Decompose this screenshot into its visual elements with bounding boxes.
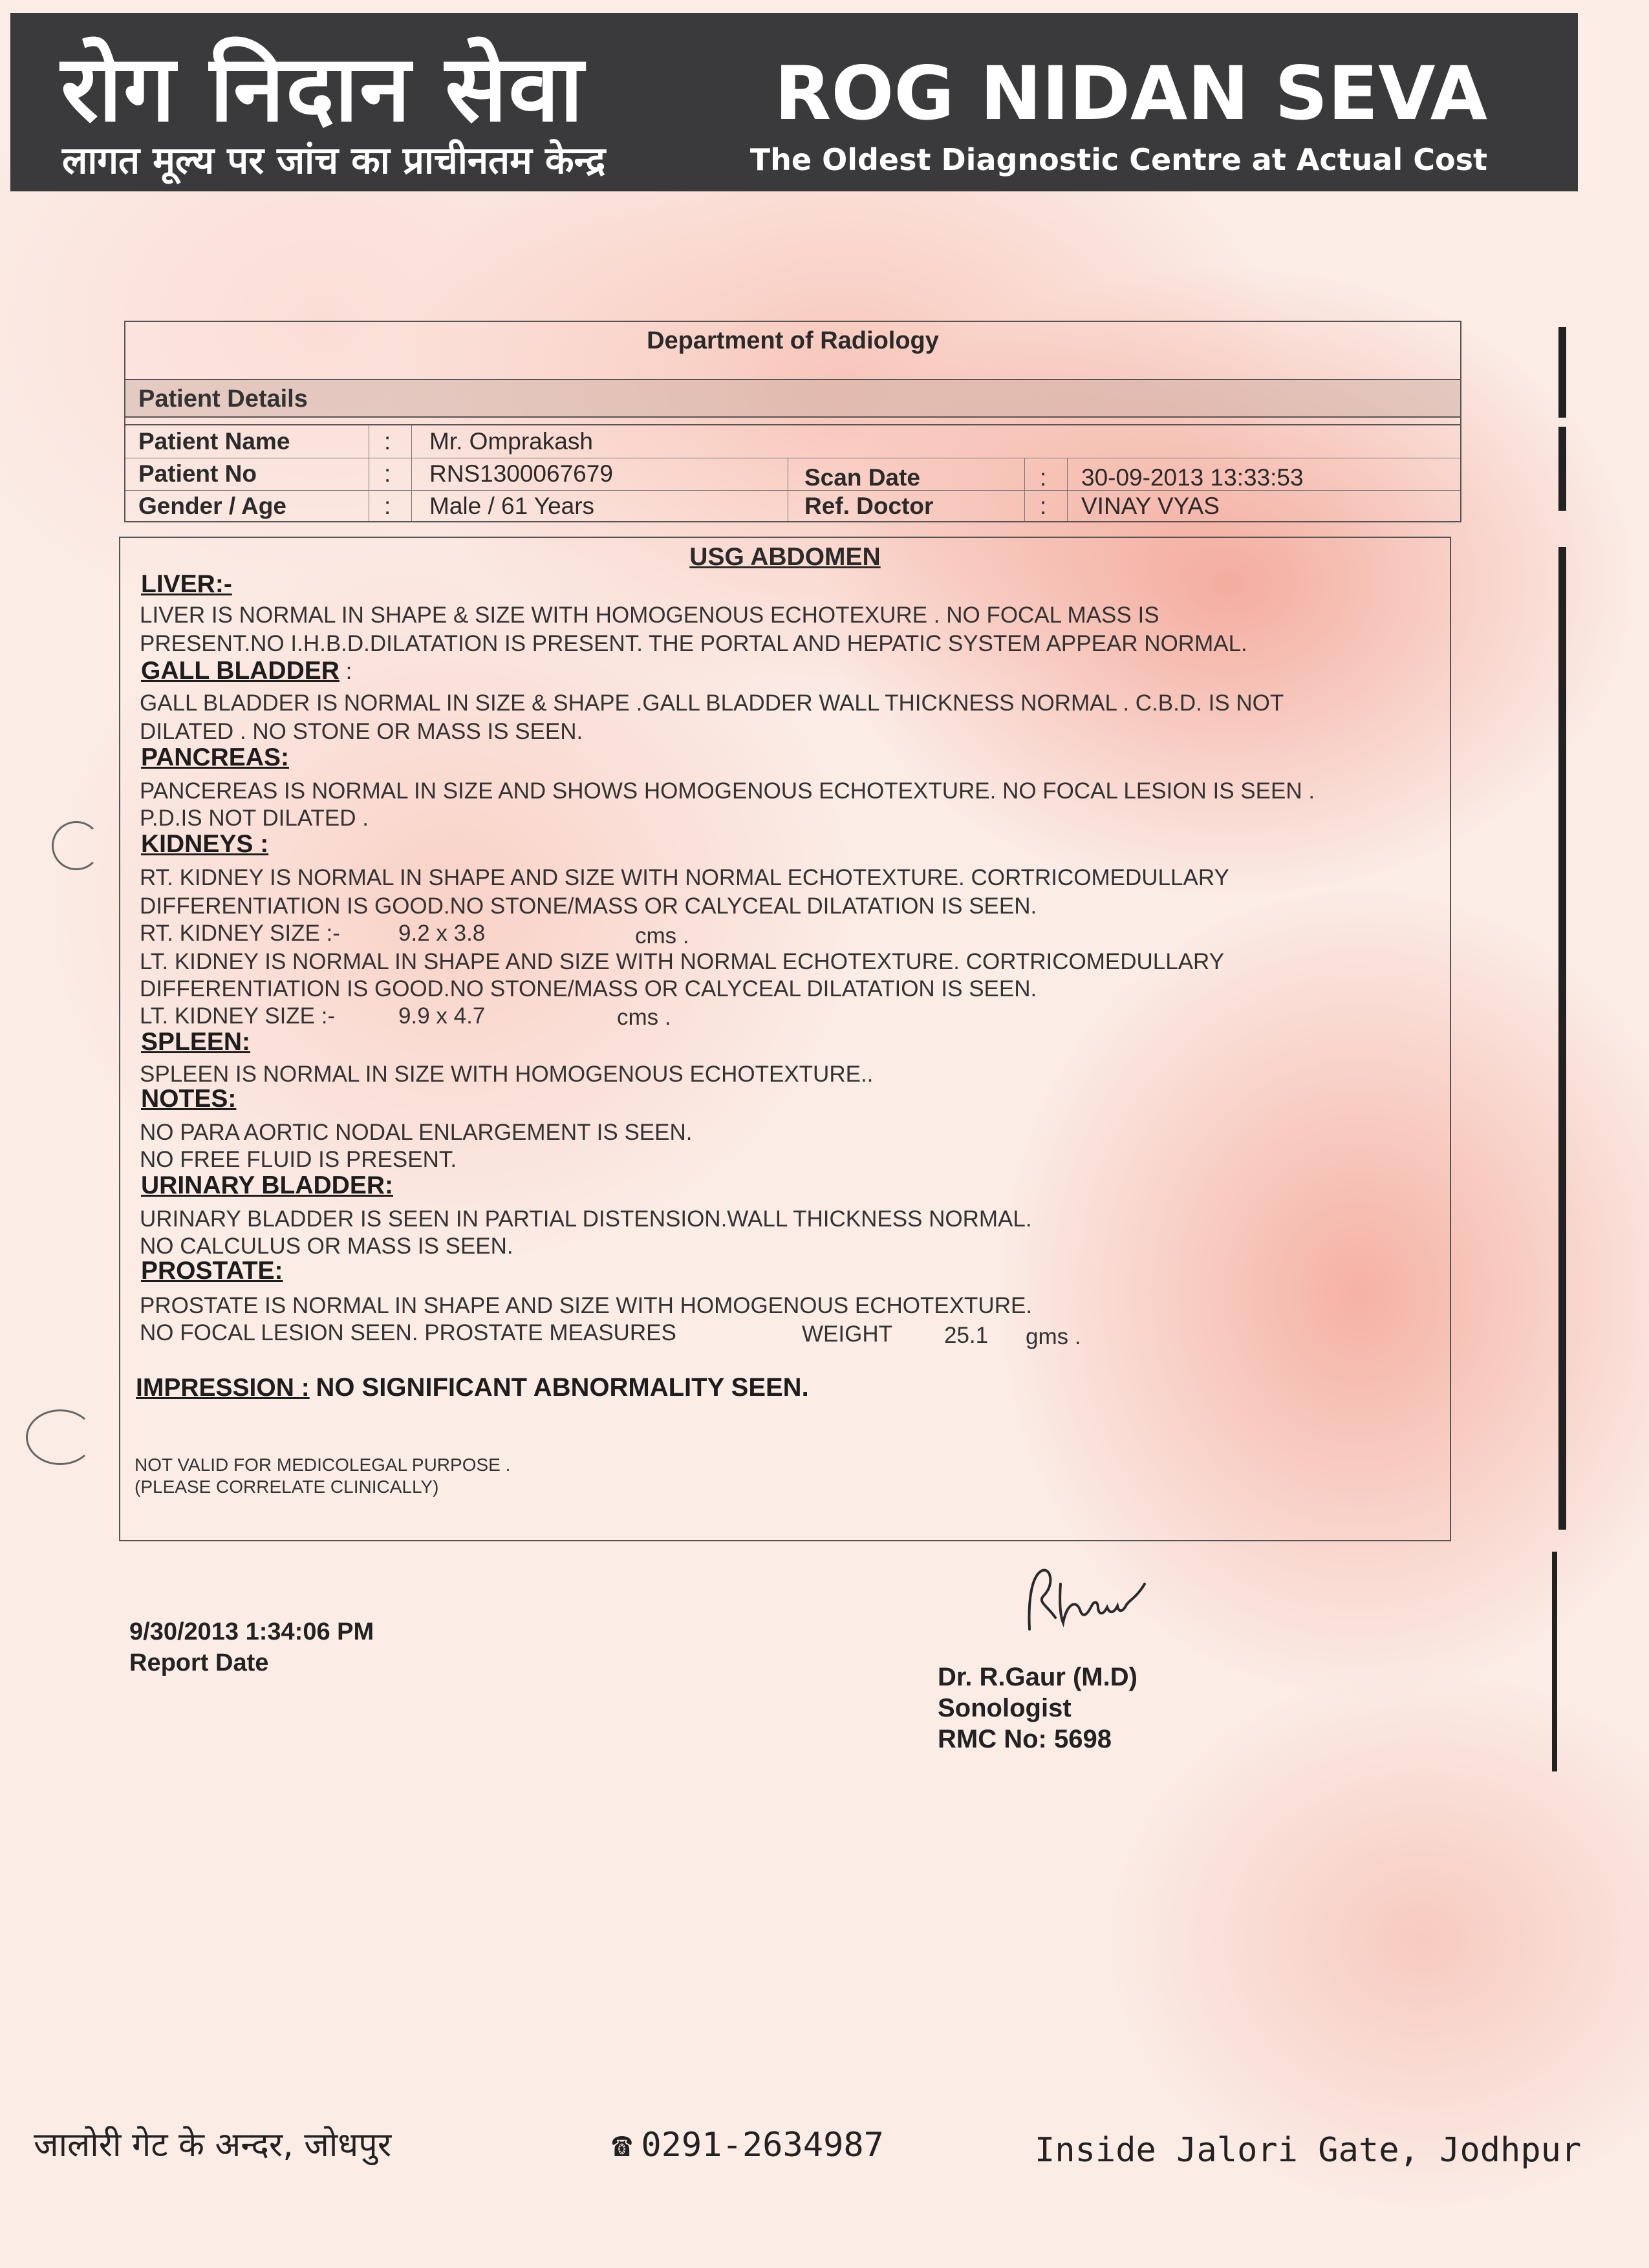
scan-edge-mark: [1558, 327, 1566, 418]
report-box: [119, 537, 1451, 1541]
prostate-weight-label: WEIGHT: [802, 1321, 892, 1347]
doctor-name: Dr. R.Gaur (M.D): [938, 1663, 1137, 1691]
hindi-title: रोग निदान सेवा: [61, 35, 585, 142]
patient-no-value: RNS1300067679: [429, 460, 613, 487]
punch-hole-mark: [52, 821, 101, 870]
gender-age-label: Gender / Age: [138, 493, 286, 519]
disclaimer-line: (PLEASE CORRELATE CLINICALLY): [135, 1477, 439, 1497]
report-date-block: [129, 1616, 374, 1678]
signature-icon: [1022, 1558, 1164, 1642]
signature: [1022, 1558, 1164, 1645]
scan-date-value: 30-09-2013 13:33:53: [1081, 464, 1304, 491]
rt-kidney-size-unit: cms .: [635, 923, 689, 948]
patient-name-value: Mr. Omprakash: [429, 428, 593, 455]
ref-doctor-value: VINAY VYAS: [1081, 493, 1220, 519]
report-line: NO FREE FLUID IS PRESENT.: [140, 1147, 457, 1172]
gender-age-value: Male / 61 Years: [429, 493, 595, 519]
report-line: RT. KIDNEY IS NORMAL IN SHAPE AND SIZE WITH NORMAL ECHOTEXTURE. CORTRICOMEDULLARY: [140, 865, 1229, 890]
impression-line: [136, 1373, 809, 1402]
report-line: NO FOCAL LESION SEEN. PROSTATE MEASURES: [140, 1320, 676, 1345]
report-line: P.D.IS NOT DILATED .: [140, 806, 369, 831]
gall-bladder-heading: GALL BLADDER: [141, 657, 339, 685]
gender-age-row: [125, 490, 1460, 522]
report-date-label: Report Date: [129, 1649, 269, 1676]
colon: :: [384, 460, 391, 487]
patient-details-label: Patient Details: [138, 385, 308, 412]
english-subtitle: The Oldest Diagnostic Centre at Actual Cost: [749, 142, 1487, 177]
report-line: PROSTATE IS NORMAL IN SHAPE AND SIZE WITH HOMOGENOUS ECHOTEXTURE.: [140, 1293, 1033, 1318]
report-line: DIFFERENTIATION IS GOOD.NO STONE/MASS OR CALYCEAL DILATATION IS SEEN.: [140, 893, 1037, 919]
report-title: USG ABDOMEN: [689, 543, 881, 571]
rt-kidney-size-value: 9.2 x 3.8: [398, 921, 486, 946]
patient-no-label: Patient No: [138, 460, 257, 487]
punch-hole-mark: [26, 1409, 94, 1465]
doctor-block: [938, 1662, 1137, 1755]
patient-no-row: [125, 458, 1460, 491]
prostate-weight-unit: gms .: [1026, 1324, 1081, 1349]
colon: :: [1040, 493, 1047, 519]
phone-icon: ☎: [612, 2126, 632, 2165]
patient-grid: [125, 424, 1460, 521]
colon: :: [384, 428, 391, 455]
lt-kidney-size-unit: cms .: [617, 1005, 671, 1030]
report-line: DIFFERENTIATION IS GOOD.NO STONE/MASS OR CALYCEAL DILATATION IS SEEN.: [140, 976, 1037, 1001]
ref-doctor-label: Ref. Doctor: [804, 493, 934, 519]
kidneys-heading: KIDNEYS :: [141, 830, 269, 858]
urinary-bladder-heading: URINARY BLADDER:: [141, 1171, 393, 1199]
gall-bladder-heading-line: [141, 657, 352, 685]
lt-kidney-size-label: LT. KIDNEY SIZE :-: [140, 1003, 336, 1029]
report-line: PANCEREAS IS NORMAL IN SIZE AND SHOWS HOMOGENOUS ECHOTEXTURE. NO FOCAL LESION IS SEEN .: [140, 778, 1315, 804]
department-title: Department of Radiology: [647, 327, 939, 354]
disclaimer-line: NOT VALID FOR MEDICOLEGAL PURPOSE .: [135, 1455, 511, 1475]
notes-heading: NOTES:: [141, 1085, 237, 1113]
footer-address: Inside Jalori Gate, Jodhpur: [1035, 2131, 1582, 2170]
report-line: GALL BLADDER IS NORMAL IN SIZE & SHAPE .GALL BLADDER WALL THICKNESS NORMAL . C.B.D. IS NOT: [140, 690, 1284, 716]
hindi-subtitle: लागत मूल्य पर जांच का प्राचीनतम केन्द्र: [62, 138, 606, 182]
colon: :: [384, 493, 391, 519]
scan-edge-mark: [1558, 547, 1566, 1530]
header-banner: [10, 13, 1578, 191]
report-line: NO CALCULUS OR MASS IS SEEN.: [140, 1234, 513, 1259]
patient-name-label: Patient Name: [138, 428, 290, 455]
footer-phone-block: [612, 2126, 884, 2165]
footer-hindi-address: जालोरी गेट के अन्दर, जोधपुर: [34, 2126, 392, 2165]
report-line: DILATED . NO STONE OR MASS IS SEEN.: [140, 719, 583, 744]
liver-heading: LIVER:-: [141, 570, 232, 598]
report-line: URINARY BLADDER IS SEEN IN PARTIAL DISTENSION.WALL THICKNESS NORMAL.: [140, 1206, 1032, 1232]
footer-phone: 0291-2634987: [641, 2126, 884, 2165]
report-date-value: 9/30/2013 1:34:06 PM: [129, 1618, 374, 1645]
patient-details-box: [124, 321, 1461, 522]
patient-details-bar: [125, 379, 1460, 418]
impression-label: IMPRESSION :: [136, 1374, 310, 1402]
scan-edge-mark: [1552, 1552, 1557, 1771]
prostate-weight-value: 25.1: [944, 1323, 989, 1348]
rt-kidney-size-label: RT. KIDNEY SIZE :-: [140, 921, 340, 946]
report-line: NO PARA AORTIC NODAL ENLARGEMENT IS SEEN.: [140, 1120, 693, 1145]
pancreas-heading: PANCREAS:: [141, 744, 289, 771]
report-line: LT. KIDNEY IS NORMAL IN SHAPE AND SIZE WITH NORMAL ECHOTEXTURE. CORTRICOMEDULLARY: [140, 949, 1225, 974]
doctor-title: Sonologist: [938, 1694, 1072, 1722]
english-title: ROG NIDAN SEVA: [774, 50, 1487, 136]
impression-value: NO SIGNIFICANT ABNORMALITY SEEN.: [316, 1373, 809, 1402]
lt-kidney-size-value: 9.9 x 4.7: [398, 1003, 486, 1029]
heading-suffix: :: [339, 659, 352, 684]
scan-date-label: Scan Date: [804, 464, 920, 491]
prostate-heading: PROSTATE:: [141, 1257, 283, 1285]
patient-name-row: [125, 425, 1460, 458]
doctor-rmc: RMC No: 5698: [938, 1725, 1112, 1753]
report-line: LIVER IS NORMAL IN SHAPE & SIZE WITH HOMOGENOUS ECHOTEXURE . NO FOCAL MASS IS: [140, 603, 1159, 628]
spleen-heading: SPLEEN:: [141, 1028, 251, 1056]
colon: :: [1040, 464, 1047, 491]
report-line: PRESENT.NO I.H.B.D.DILATATION IS PRESENT. THE PORTAL AND HEPATIC SYSTEM APPEAR NORMAL.: [140, 631, 1247, 656]
scan-edge-mark: [1558, 427, 1566, 511]
report-line: SPLEEN IS NORMAL IN SIZE WITH HOMOGENOUS ECHOTEXTURE..: [140, 1062, 874, 1087]
